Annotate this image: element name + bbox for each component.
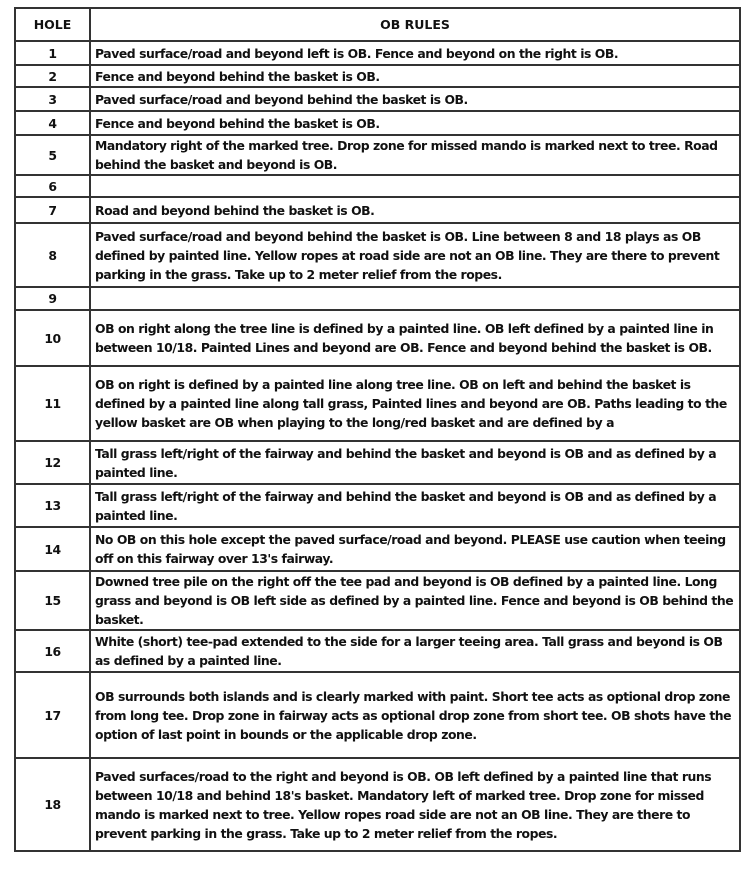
table-row	[15, 175, 740, 197]
table-row	[15, 484, 740, 527]
hole-number: 13	[15, 484, 90, 527]
hole-number: 1	[15, 41, 90, 65]
table-row	[15, 287, 740, 310]
table-row	[15, 223, 740, 287]
hole-number: 17	[15, 672, 90, 758]
hole-number: 10	[15, 310, 90, 366]
hole-number: 5	[15, 135, 90, 175]
table-row	[15, 310, 740, 366]
hole-number: 15	[15, 571, 90, 630]
ob-rule-text	[90, 175, 740, 197]
ob-rule-text: Tall grass left/right of the fairway and behind the basket and beyond is OB and as defined by a painted line.	[90, 484, 740, 527]
hole-number: 4	[15, 111, 90, 135]
table-row	[15, 111, 740, 135]
hole-number: 11	[15, 366, 90, 441]
hole-number: 6	[15, 175, 90, 197]
table-row	[15, 630, 740, 672]
table-row	[15, 672, 740, 758]
ob-rule-text: OB on right along the tree line is defined by a painted line. OB left defined by a painted line in between 10/18. Painted Lines and beyond are OB. Fence and beyond behind the basket is OB.	[90, 310, 740, 366]
ob-rule-text: Paved surface/road and beyond behind the basket is OB.	[90, 87, 740, 111]
ob-rule-text: Paved surface/road and beyond behind the basket is OB. Line between 8 and 18 plays as OB defined by painted line. Yellow ropes at road side are not an OB line. They are there to prevent parking in the grass. Take up to 2 meter relief from the ropes.	[90, 223, 740, 287]
header-ob-rules: OB RULES	[90, 8, 740, 41]
ob-rule-text: White (short) tee-pad extended to the side for a larger teeing area. Tall grass and beyond is OB as defined by a painted line.	[90, 630, 740, 672]
table-row	[15, 65, 740, 87]
ob-rule-text: Downed tree pile on the right off the tee pad and beyond is OB defined by a painted line. Long grass and beyond is OB left side as defined by a painted line. Fence and beyond is OB behind the basket.	[90, 571, 740, 630]
hole-number: 16	[15, 630, 90, 672]
ob-rule-text: OB surrounds both islands and is clearly marked with paint. Short tee acts as optional drop zone from long tee. Drop zone in fairway acts as optional drop zone from short tee. OB shots have the option of last point in bounds or the applicable drop zone.	[90, 672, 740, 758]
table-row	[15, 527, 740, 571]
table-row	[15, 135, 740, 175]
table-row	[15, 441, 740, 484]
hole-number: 12	[15, 441, 90, 484]
ob-rule-text: Paved surface/road and beyond left is OB. Fence and beyond on the right is OB.	[90, 41, 740, 65]
ob-rule-text: Fence and beyond behind the basket is OB.	[90, 111, 740, 135]
table-row	[15, 571, 740, 630]
ob-rule-text: Road and beyond behind the basket is OB.	[90, 197, 740, 223]
table-row	[15, 197, 740, 223]
table-row	[15, 87, 740, 111]
hole-number: 9	[15, 287, 90, 310]
hole-number: 2	[15, 65, 90, 87]
hole-number: 14	[15, 527, 90, 571]
header-row	[15, 8, 740, 41]
hole-number: 18	[15, 758, 90, 851]
ob-rule-text: Paved surfaces/road to the right and beyond is OB. OB left defined by a painted line that runs between 10/18 and behind 18's basket. Mandatory left of marked tree. Drop zone for missed mando is marked next to tree. Yellow ropes road side are not an OB line. They are there to prevent parking in the grass. Take up to 2 meter relief from the ropes.	[90, 758, 740, 851]
hole-number: 7	[15, 197, 90, 223]
ob-rule-text	[90, 287, 740, 310]
ob-rules-table	[14, 7, 741, 852]
table-row	[15, 366, 740, 441]
header-hole: HOLE	[15, 8, 90, 41]
table-row	[15, 41, 740, 65]
hole-number: 3	[15, 87, 90, 111]
ob-rule-text: Tall grass left/right of the fairway and behind the basket and beyond is OB and as defined by a painted line.	[90, 441, 740, 484]
ob-rule-text: Fence and beyond behind the basket is OB.	[90, 65, 740, 87]
hole-number: 8	[15, 223, 90, 287]
ob-rule-text: OB on right is defined by a painted line along tree line. OB on left and behind the basket is defined by a painted line along tall grass, Painted lines and beyond are OB. Paths leading to the yellow basket are OB when playing to the long/red basket and are defined by a	[90, 366, 740, 441]
table-row	[15, 758, 740, 851]
ob-rule-text: No OB on this hole except the paved surface/road and beyond. PLEASE use caution when teeing off on this fairway over 13's fairway.	[90, 527, 740, 571]
ob-rule-text: Mandatory right of the marked tree. Drop zone for missed mando is marked next to tree. Road behind the basket and beyond is OB.	[90, 135, 740, 175]
